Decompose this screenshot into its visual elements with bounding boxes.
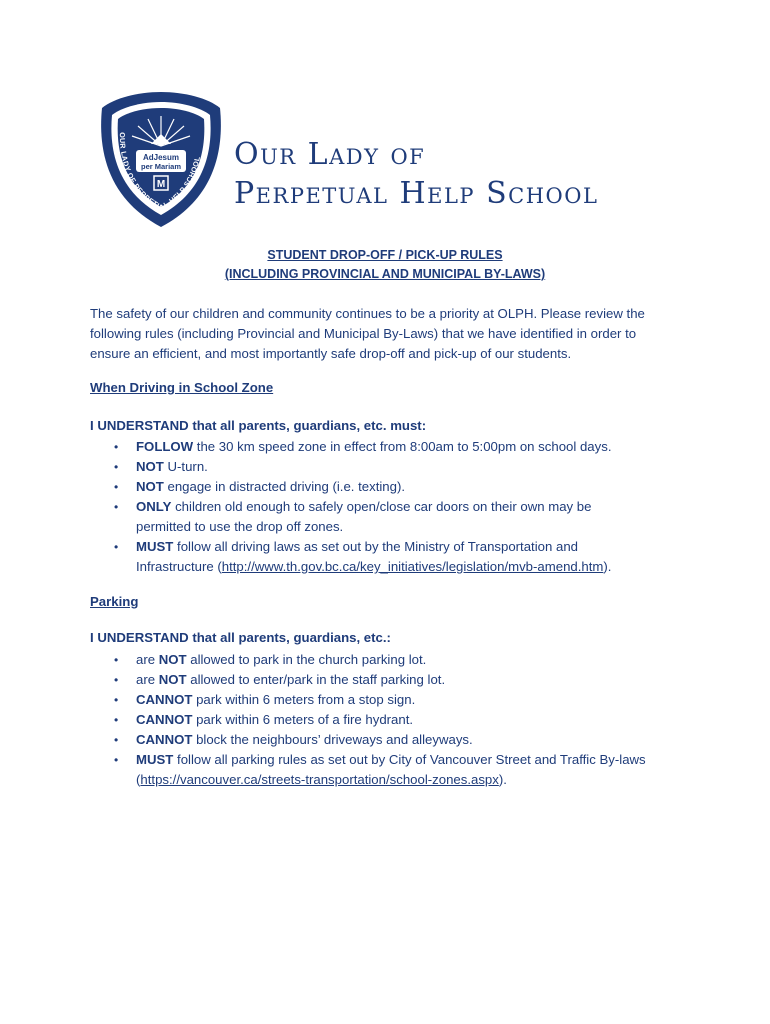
driving-lead: I UNDERSTAND that all parents, guardians, etc. must: xyxy=(90,418,427,433)
rule-text: children old enough to safely open/close car doors on their own may be xyxy=(171,499,592,514)
rule-keyword: MUST xyxy=(136,539,174,554)
list-item xyxy=(114,537,674,577)
bullet-icon: • xyxy=(114,673,119,687)
rule-text: engage in distracted driving (i.e. texting). xyxy=(163,479,406,494)
intro-line-2: following rules (including Provincial and Municipal By-Laws) that we have identified in order to xyxy=(90,326,637,341)
rule-text: allowed to enter/park in the staff parking lot. xyxy=(186,672,446,687)
bullet-icon: • xyxy=(114,693,119,707)
svg-text:M: M xyxy=(156,179,166,190)
bullet-icon: • xyxy=(114,713,119,727)
rule-text: block the neighbours’ driveways and alleyways. xyxy=(192,732,473,747)
driving-rules-list xyxy=(114,437,674,577)
parking-section-heading: Parking xyxy=(90,594,139,609)
intro-line-1: The safety of our children and community continues to be a priority at OLPH. Please review the xyxy=(90,306,645,321)
rule-keyword: NOT xyxy=(136,459,164,474)
school-name xyxy=(234,137,599,211)
school-name-line-1: Our Lady of xyxy=(234,137,426,172)
rule-keyword: MUST xyxy=(136,752,174,767)
list-item xyxy=(114,650,674,670)
rule-prefix: are xyxy=(136,652,159,667)
svg-text:AdJesum: AdJesum xyxy=(142,153,180,162)
rule-text: park within 6 meters of a fire hydrant. xyxy=(192,712,414,727)
rule-text-continued: ( xyxy=(136,772,141,787)
rule-keyword: CANNOT xyxy=(136,692,193,707)
parking-rules-list xyxy=(114,650,674,790)
rule-text-continued: permitted to use the drop off zones. xyxy=(136,519,344,534)
bullet-icon: • xyxy=(114,753,119,767)
rule-prefix: are xyxy=(136,672,159,687)
svg-text:per Mariam: per Mariam xyxy=(140,162,182,171)
driving-section-heading: When Driving in School Zone xyxy=(90,380,274,395)
rule-text: park within 6 meters from a stop sign. xyxy=(192,692,416,707)
bullet-icon: • xyxy=(114,480,119,494)
rule-keyword: NOT xyxy=(158,652,187,667)
bullet-icon: • xyxy=(114,733,119,747)
title-line-1: STUDENT DROP-OFF / PICK-UP RULES xyxy=(267,248,503,262)
list-item xyxy=(114,690,674,710)
bullet-icon: • xyxy=(114,540,119,554)
school-name-line-2: Perpetual Help School xyxy=(234,176,599,211)
list-item xyxy=(114,437,674,457)
intro-line-3: ensure an efficient, and most importantly safe drop-off and pick-up of our students. xyxy=(90,346,572,361)
list-item xyxy=(114,457,674,477)
school-crest-logo xyxy=(96,88,226,231)
rule-text: U-turn. xyxy=(163,459,208,474)
title-line-2: (INCLUDING PROVINCIAL AND MUNICIPAL BY-LAWS) xyxy=(224,267,546,281)
svg-text:OUR LADY OF PERPETUAL HELP SCH: OUR LADY OF PERPETUAL HELP SCHOOL xyxy=(117,132,203,213)
rule-keyword: FOLLOW xyxy=(136,439,194,454)
bullet-icon: • xyxy=(114,460,119,474)
rule-keyword: NOT xyxy=(136,479,164,494)
list-item xyxy=(114,497,674,537)
rule-text: follow all parking rules as set out by City of Vancouver Street and Traffic By-laws xyxy=(173,752,646,767)
bullet-icon: • xyxy=(114,440,119,454)
document-title xyxy=(0,246,770,284)
rule-text: follow all driving laws as set out by the Ministry of Transportation and xyxy=(173,539,578,554)
list-item xyxy=(114,730,674,750)
rule-text: allowed to park in the church parking lot. xyxy=(186,652,427,667)
rule-text-end: ). xyxy=(498,772,507,787)
rule-text-continued: Infrastructure ( xyxy=(136,559,222,574)
bullet-icon: • xyxy=(114,500,119,514)
vancouver-school-zones-link[interactable]: https://vancouver.ca/streets-transportation/school-zones.aspx xyxy=(140,772,499,787)
intro-paragraph xyxy=(90,304,690,364)
rule-keyword: CANNOT xyxy=(136,732,193,747)
list-item xyxy=(114,710,674,730)
list-item xyxy=(114,477,674,497)
ministry-transportation-link[interactable]: http://www.th.gov.bc.ca/key_initiatives/legislation/mvb-amend.htm xyxy=(221,559,604,574)
rule-keyword: CANNOT xyxy=(136,712,193,727)
rule-keyword: NOT xyxy=(158,672,187,687)
rule-keyword: ONLY xyxy=(136,499,172,514)
list-item xyxy=(114,750,674,790)
bullet-icon: • xyxy=(114,653,119,667)
rule-text: the 30 km speed zone in effect from 8:00am to 5:00pm on school days. xyxy=(193,439,612,454)
list-item xyxy=(114,670,674,690)
rule-text-end: ). xyxy=(603,559,612,574)
parking-lead: I UNDERSTAND that all parents, guardians, etc.: xyxy=(90,630,391,645)
